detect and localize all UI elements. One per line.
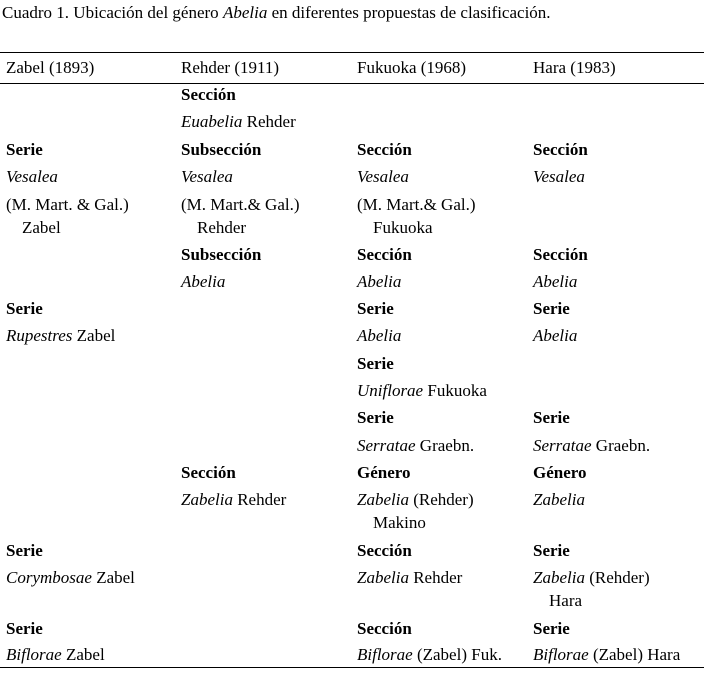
caption-genus: Abelia	[222, 3, 268, 22]
taxon-author: Rehder	[408, 568, 463, 587]
cell-taxon	[533, 324, 577, 347]
header-rehder: Rehder (1911)	[181, 58, 280, 77]
cell-rank: Género	[357, 463, 411, 482]
cell-rank: Sección	[533, 140, 588, 159]
cell-rank: Sección	[533, 245, 588, 264]
cell-taxon	[181, 270, 225, 293]
cell-rank: Sección	[181, 463, 236, 482]
taxon-author: Graebn.	[415, 436, 475, 455]
cell-rank: Sección	[357, 541, 412, 560]
cell-rank: Subsección	[181, 140, 262, 159]
cell-author: Hara	[549, 591, 583, 610]
cell-author: (M. Mart.& Gal.)	[357, 195, 476, 214]
taxon-author: (Zabel) Fuk.	[412, 645, 502, 664]
cell-taxon	[533, 434, 650, 457]
cell-rank: Sección	[181, 85, 236, 104]
cell-author: (M. Mart.& Gal.)	[181, 195, 300, 214]
cell-rank: Serie	[6, 140, 43, 159]
cell-rank: Serie	[357, 354, 394, 373]
taxon-name: Vesalea	[357, 167, 409, 186]
taxon-author: Zabel	[61, 645, 105, 664]
taxon-name: Abelia	[533, 326, 578, 345]
caption-text-end: en diferentes propuestas de clasificación.	[267, 3, 551, 22]
taxon-name: Biflorae	[6, 645, 62, 664]
cell-taxon	[533, 566, 650, 589]
taxon-author: Rehder	[232, 490, 287, 509]
cell-taxon	[357, 270, 401, 293]
cell-rank: Serie	[6, 619, 43, 638]
cell-rank: Sección	[357, 140, 412, 159]
taxon-name: Abelia	[357, 272, 402, 291]
taxon-author: (Zabel) Hara	[588, 645, 681, 664]
cell-author: Rehder	[197, 218, 247, 237]
cell-rank: Serie	[357, 408, 394, 427]
cell-rank: Serie	[533, 408, 570, 427]
taxon-name: Zabelia	[357, 490, 409, 509]
cell-taxon	[181, 165, 233, 188]
cell-rank: Sección	[357, 619, 412, 638]
taxon-name: Biflorae	[533, 645, 589, 664]
taxon-name: Biflorae	[357, 645, 413, 664]
taxon-name: Serratae	[357, 436, 416, 455]
cell-rank: Sección	[357, 245, 412, 264]
cell-rank: Serie	[6, 299, 43, 318]
cell-taxon	[357, 165, 409, 188]
table-caption	[2, 3, 551, 23]
cell-taxon	[357, 379, 487, 402]
taxon-name: Vesalea	[181, 167, 233, 186]
caption-text-start: Cuadro 1. Ubicación del género	[2, 3, 223, 22]
cell-rank: Serie	[357, 299, 394, 318]
cell-taxon	[357, 324, 401, 347]
taxon-name: Euabelia	[181, 112, 243, 131]
cell-rank: Género	[533, 463, 587, 482]
taxon-name: Zabelia	[533, 490, 585, 509]
taxon-name: Vesalea	[6, 167, 58, 186]
taxon-author: Fukuoka	[423, 381, 487, 400]
cell-rank: Serie	[533, 299, 570, 318]
cell-rank: Serie	[6, 541, 43, 560]
cell-taxon	[6, 165, 58, 188]
taxon-name: Abelia	[181, 272, 226, 291]
taxon-name: Abelia	[533, 272, 578, 291]
taxon-author: Zabel	[91, 568, 135, 587]
cell-taxon	[181, 110, 296, 133]
table-header-rule	[0, 83, 704, 84]
cell-rank: Serie	[533, 541, 570, 560]
header-fukuoka: Fukuoka (1968)	[357, 58, 467, 77]
taxon-author: Rehder	[242, 112, 296, 131]
table-top-rule	[0, 52, 704, 53]
taxon-name: Zabelia	[181, 490, 233, 509]
taxon-author: Graebn.	[591, 436, 651, 455]
taxon-name: Vesalea	[533, 167, 585, 186]
taxon-name: Zabelia	[533, 568, 585, 587]
cell-rank: Subsección	[181, 245, 262, 264]
cell-author: Makino	[373, 513, 426, 532]
cell-author: Fukuoka	[373, 218, 433, 237]
cell-rank: Serie	[533, 619, 570, 638]
cell-taxon	[6, 643, 105, 666]
taxon-author: (Rehder)	[408, 490, 474, 509]
cell-author: (M. Mart. & Gal.)	[6, 195, 129, 214]
cell-taxon	[357, 488, 474, 511]
header-zabel: Zabel (1893)	[6, 58, 95, 77]
cell-taxon	[357, 566, 462, 589]
cell-taxon	[6, 566, 135, 589]
taxon-author: Zabel	[72, 326, 116, 345]
cell-taxon	[533, 643, 680, 666]
cell-taxon	[533, 488, 585, 511]
taxon-name: Corymbosae	[6, 568, 92, 587]
taxon-name: Abelia	[357, 326, 402, 345]
header-hara: Hara (1983)	[533, 58, 616, 77]
taxon-name: Rupestres	[6, 326, 73, 345]
cell-taxon	[357, 434, 474, 457]
cell-taxon	[533, 165, 585, 188]
cell-taxon	[357, 643, 502, 666]
cell-taxon	[533, 270, 577, 293]
cell-author: Zabel	[22, 218, 61, 237]
taxon-name: Serratae	[533, 436, 592, 455]
taxon-name: Zabelia	[357, 568, 409, 587]
table-bottom-rule	[0, 667, 704, 668]
cell-taxon	[6, 324, 115, 347]
cell-taxon	[181, 488, 286, 511]
taxon-name: Uniflorae	[357, 381, 424, 400]
taxon-author: (Rehder)	[584, 568, 650, 587]
